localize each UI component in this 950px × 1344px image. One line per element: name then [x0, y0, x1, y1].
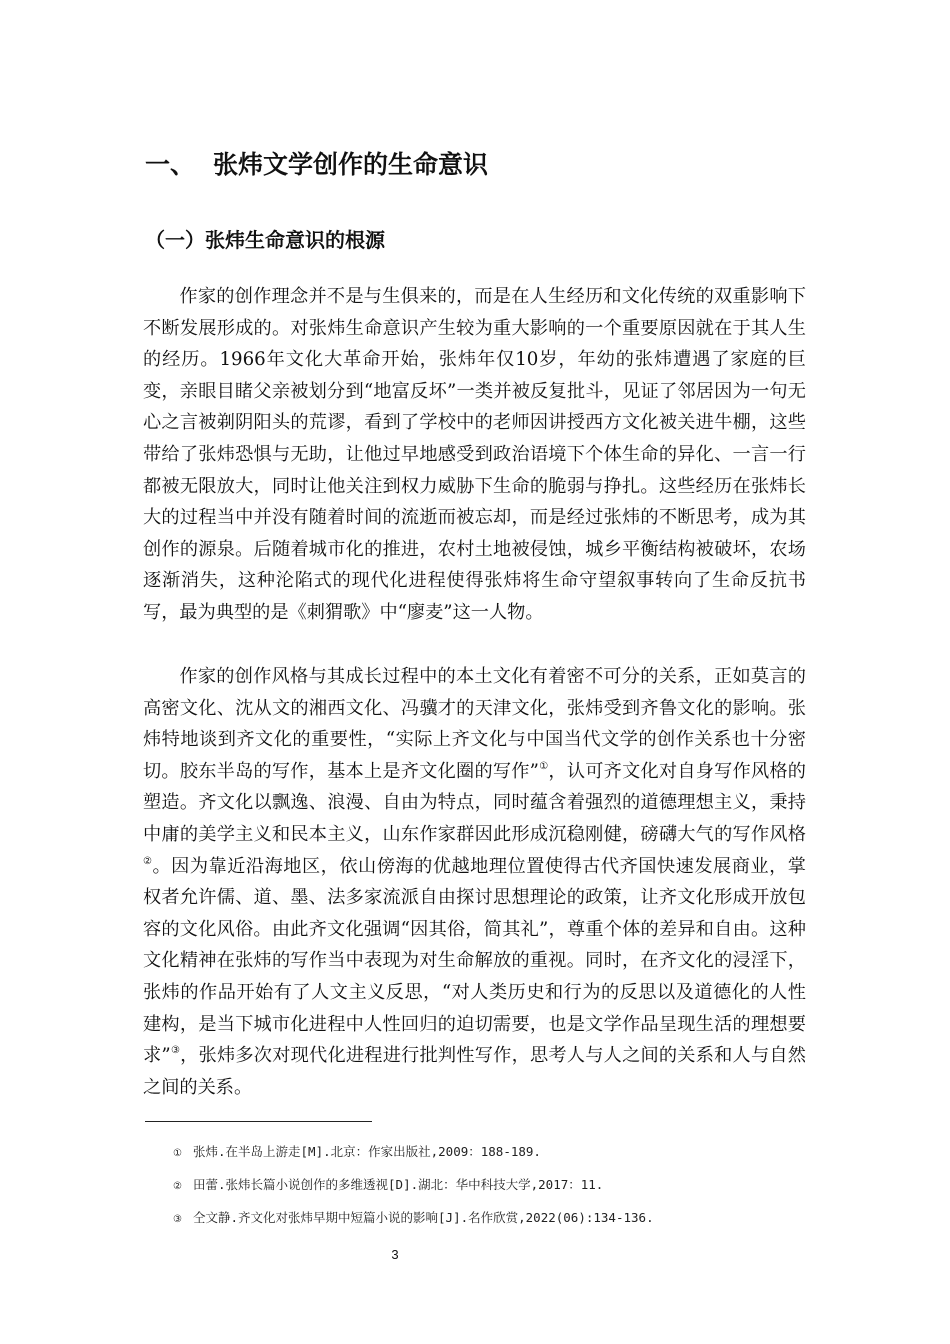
- page-number: 3: [391, 1247, 399, 1262]
- footnote-ref-2[interactable]: ②: [143, 855, 153, 867]
- footnote-1-mark: ①: [173, 1148, 182, 1159]
- paragraph-1: 作家的创作理念并不是与生俱来的，而是在人生经历和文化传统的双重影响下不断发展形成的。对张炜生命意识产生较为重大影响的一个重要原因就在于其人生的经历。1966年文化大革命开始，张炜年仅10岁，年幼的张炜遭遇了家庭的巨变，亲眼目睹父亲被划分到“地富反坏”一类并被反复批斗，见证了邻居因为一句无心之言被剃阴阳头的荒谬，看到了学校中的老师因讲授西方文化被关进牛棚，这些带给了张炜恐惧与无助，让他过早地感受到政治语境下个体生命的异化、一言一行都被无限放大，同时让他关注到权力威胁下生命的脆弱与挣扎。这些经历在张炜长大的过程当中并没有随着时间的流逝而被忘却，而是经过张炜的不断思考，成为其创作的源泉。后随着城市化的推进，农村土地被侵蚀，城乡平衡结构被破坏，农场逐渐消失，这种沦陷式的现代化进程使得张炜将生命守望叙事转向了生命反抗书写，最为典型的是《刺猬歌》中“廖麦”这一人物。: [143, 286, 806, 623]
- paragraph-2: [143, 661, 806, 1103]
- footnote-3-mark: ③: [173, 1214, 182, 1225]
- paragraph-2-part-1: 作家的创作风格与其成长过程中的本土文化有着密不可分的关系，正如莫言的高密文化、沈从文的湘西文化、冯骥才的天津文化，张炜受到齐鲁文化的影响。张炜特地谈到齐文化的重要性，“实际上齐文化与中国当代文学的创作关系也十分密切。胶东半岛的写作，基本上是齐文化圈的写作”: [143, 666, 806, 782]
- chapter-heading: [145, 148, 488, 182]
- body-text-2: [143, 661, 806, 1103]
- footnote-ref-3[interactable]: ③: [170, 1045, 181, 1057]
- footnote-2: [173, 1176, 603, 1196]
- footnote-2-text: 田蕾.张炜长篇小说创作的多维透视[D].湖北：华中科技大学,2017：11.: [193, 1177, 604, 1192]
- paragraph-2-part-2: ，认可齐文化对自身写作风格的塑造。齐文化以飘逸、浪漫、自由为特点，同时蕴含着强烈的道德理想主义，秉持中庸的美学主义和民本主义，山东作家群因此形成沉稳刚健，磅礴大气的写作风格: [143, 760, 806, 845]
- footnote-1: [173, 1143, 541, 1163]
- paragraph-2-part-3: 。因为靠近沿海地区，依山傍海的优越地理位置使得古代齐国快速发展商业，掌权者允许儒、道、墨、法多家流派自由探讨思想理论的政策，让齐文化形成开放包容的文化风俗。由此齐文化强调“因其俗，简其礼”，尊重个体的差异和自由。这种文化精神在张炜的写作当中表现为对生命解放的重视。同时，在齐文化的浸淫下，张炜的作品开始有了人文主义反思，“对人类历史和行为的反思以及道德化的人性建构，是当下城市化进程中人性回归的迫切需要，也是文学作品呈现生活的理想要求”: [143, 855, 806, 1067]
- chapter-number: 一、: [145, 150, 196, 179]
- footnote-1-text: 张炜.在半岛上游走[M].北京：作家出版社,2009：188-189.: [193, 1144, 541, 1159]
- footnote-ref-1[interactable]: ①: [539, 760, 549, 772]
- footnote-2-mark: ②: [173, 1181, 182, 1192]
- section-heading: （一）张炜生命意识的根源: [145, 228, 385, 252]
- chapter-title: 张炜文学创作的生命意识: [213, 150, 489, 179]
- footnote-divider: [145, 1121, 372, 1122]
- paragraph-2-part-4: ，张炜多次对现代化进程进行批判性写作，思考人与人之间的关系和人与自然之间的关系。: [143, 1045, 806, 1098]
- footnote-3-text: 仝文静.齐文化对张炜早期中短篇小说的影响[J].名作欣赏,2022(06):134-136.: [193, 1210, 654, 1225]
- footnote-3: [173, 1209, 654, 1229]
- body-text-1: [143, 281, 806, 629]
